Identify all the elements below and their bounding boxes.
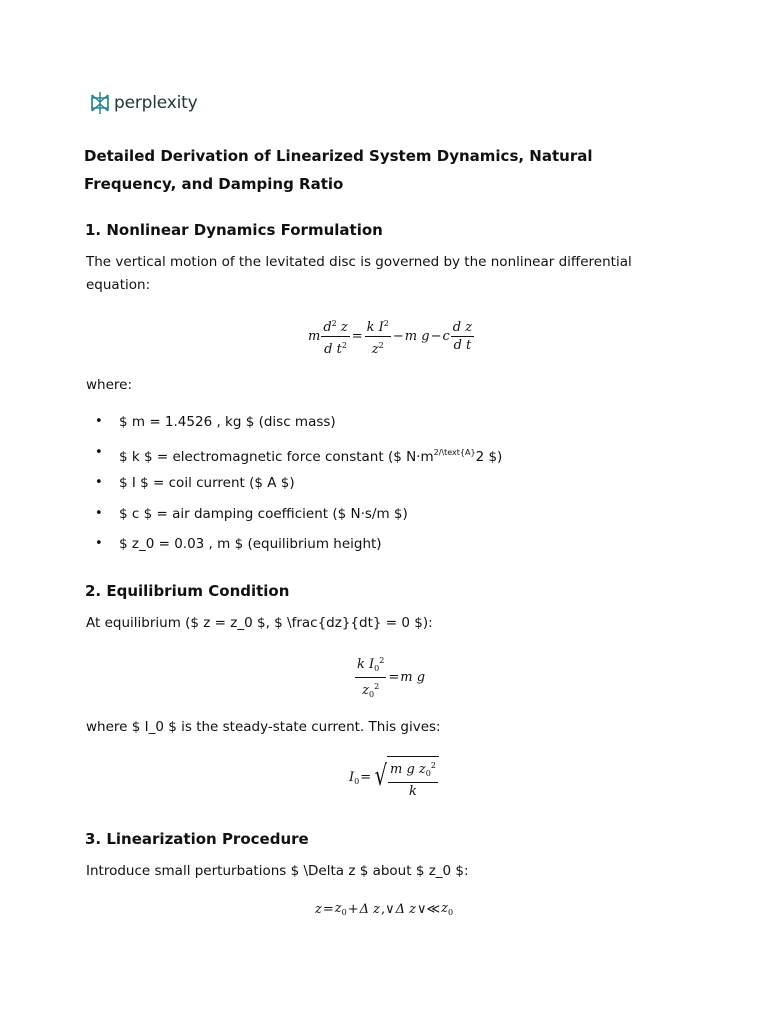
bullet-icon: • xyxy=(95,444,103,460)
section-3-intro: Introduce small perturbations $ \Delta z $ about $ z_0 $: xyxy=(86,863,469,879)
perplexity-logo-icon xyxy=(90,91,110,115)
document-title: Detailed Derivation of Linearized System Dynamics, Natural Frequency, and Damping Ratio xyxy=(84,147,593,193)
bullet-icon: • xyxy=(95,536,103,551)
where-label: where: xyxy=(86,377,133,393)
list-item: • $ m = 1.4526 , kg $ (disc mass) xyxy=(95,414,336,430)
list-item: • $ z_0 = 0.03 , m $ (equilibrium height) xyxy=(95,536,382,552)
equation-perturbation: z = $z_0$ + Δ z ,∨ Δ z ∨≪ $z_0$ xyxy=(315,901,454,917)
list-item: • $ I $ = coil current ($ A $) xyxy=(95,475,295,491)
equation-steady-state-current: $I_0$ = √ $\frac{m g z_0^2}{k}$ xyxy=(349,756,439,799)
equation-equilibrium: $\frac{k I_0^2}{z_0^2}$ = m g xyxy=(354,653,425,702)
bullet-icon: • xyxy=(95,414,103,429)
bullet-icon: • xyxy=(95,505,103,521)
section-2-intro: At equilibrium ($ z = z_0 $, $ \frac{dz}{dt} = 0 $): xyxy=(86,615,433,631)
perplexity-logo xyxy=(90,90,197,116)
section-1-heading: 1. Nonlinear Dynamics Formulation xyxy=(85,221,383,239)
bullet-icon: • xyxy=(95,475,103,490)
section-3-heading: 3. Linearization Procedure xyxy=(85,830,309,848)
section-2-heading: 2. Equilibrium Condition xyxy=(85,582,290,600)
equation-nonlinear-dynamics: m $\frac{d^2 z}{d t^2}$ = $\frac{k I^2}{z^2}$ − m g − c $\frac{\text{d z}}{\text{d t}}$ xyxy=(308,316,475,357)
section-2-after: where $ I_0 $ is the steady-state current. This gives: xyxy=(86,719,441,735)
logo-text: perplexity xyxy=(114,93,198,113)
list-item: • $ k $ = electromagnetic force constant ($ $N\cdot m^{2/\backslash text\{A\}}2$ $) xyxy=(95,444,503,465)
list-item: • $ c $ = air damping coefficient ($ N·s/m $) xyxy=(95,505,408,522)
variable-definitions-list xyxy=(86,412,502,565)
section-1-intro: The vertical motion of the levitated disc is governed by the nonlinear differential equation: xyxy=(86,254,632,293)
